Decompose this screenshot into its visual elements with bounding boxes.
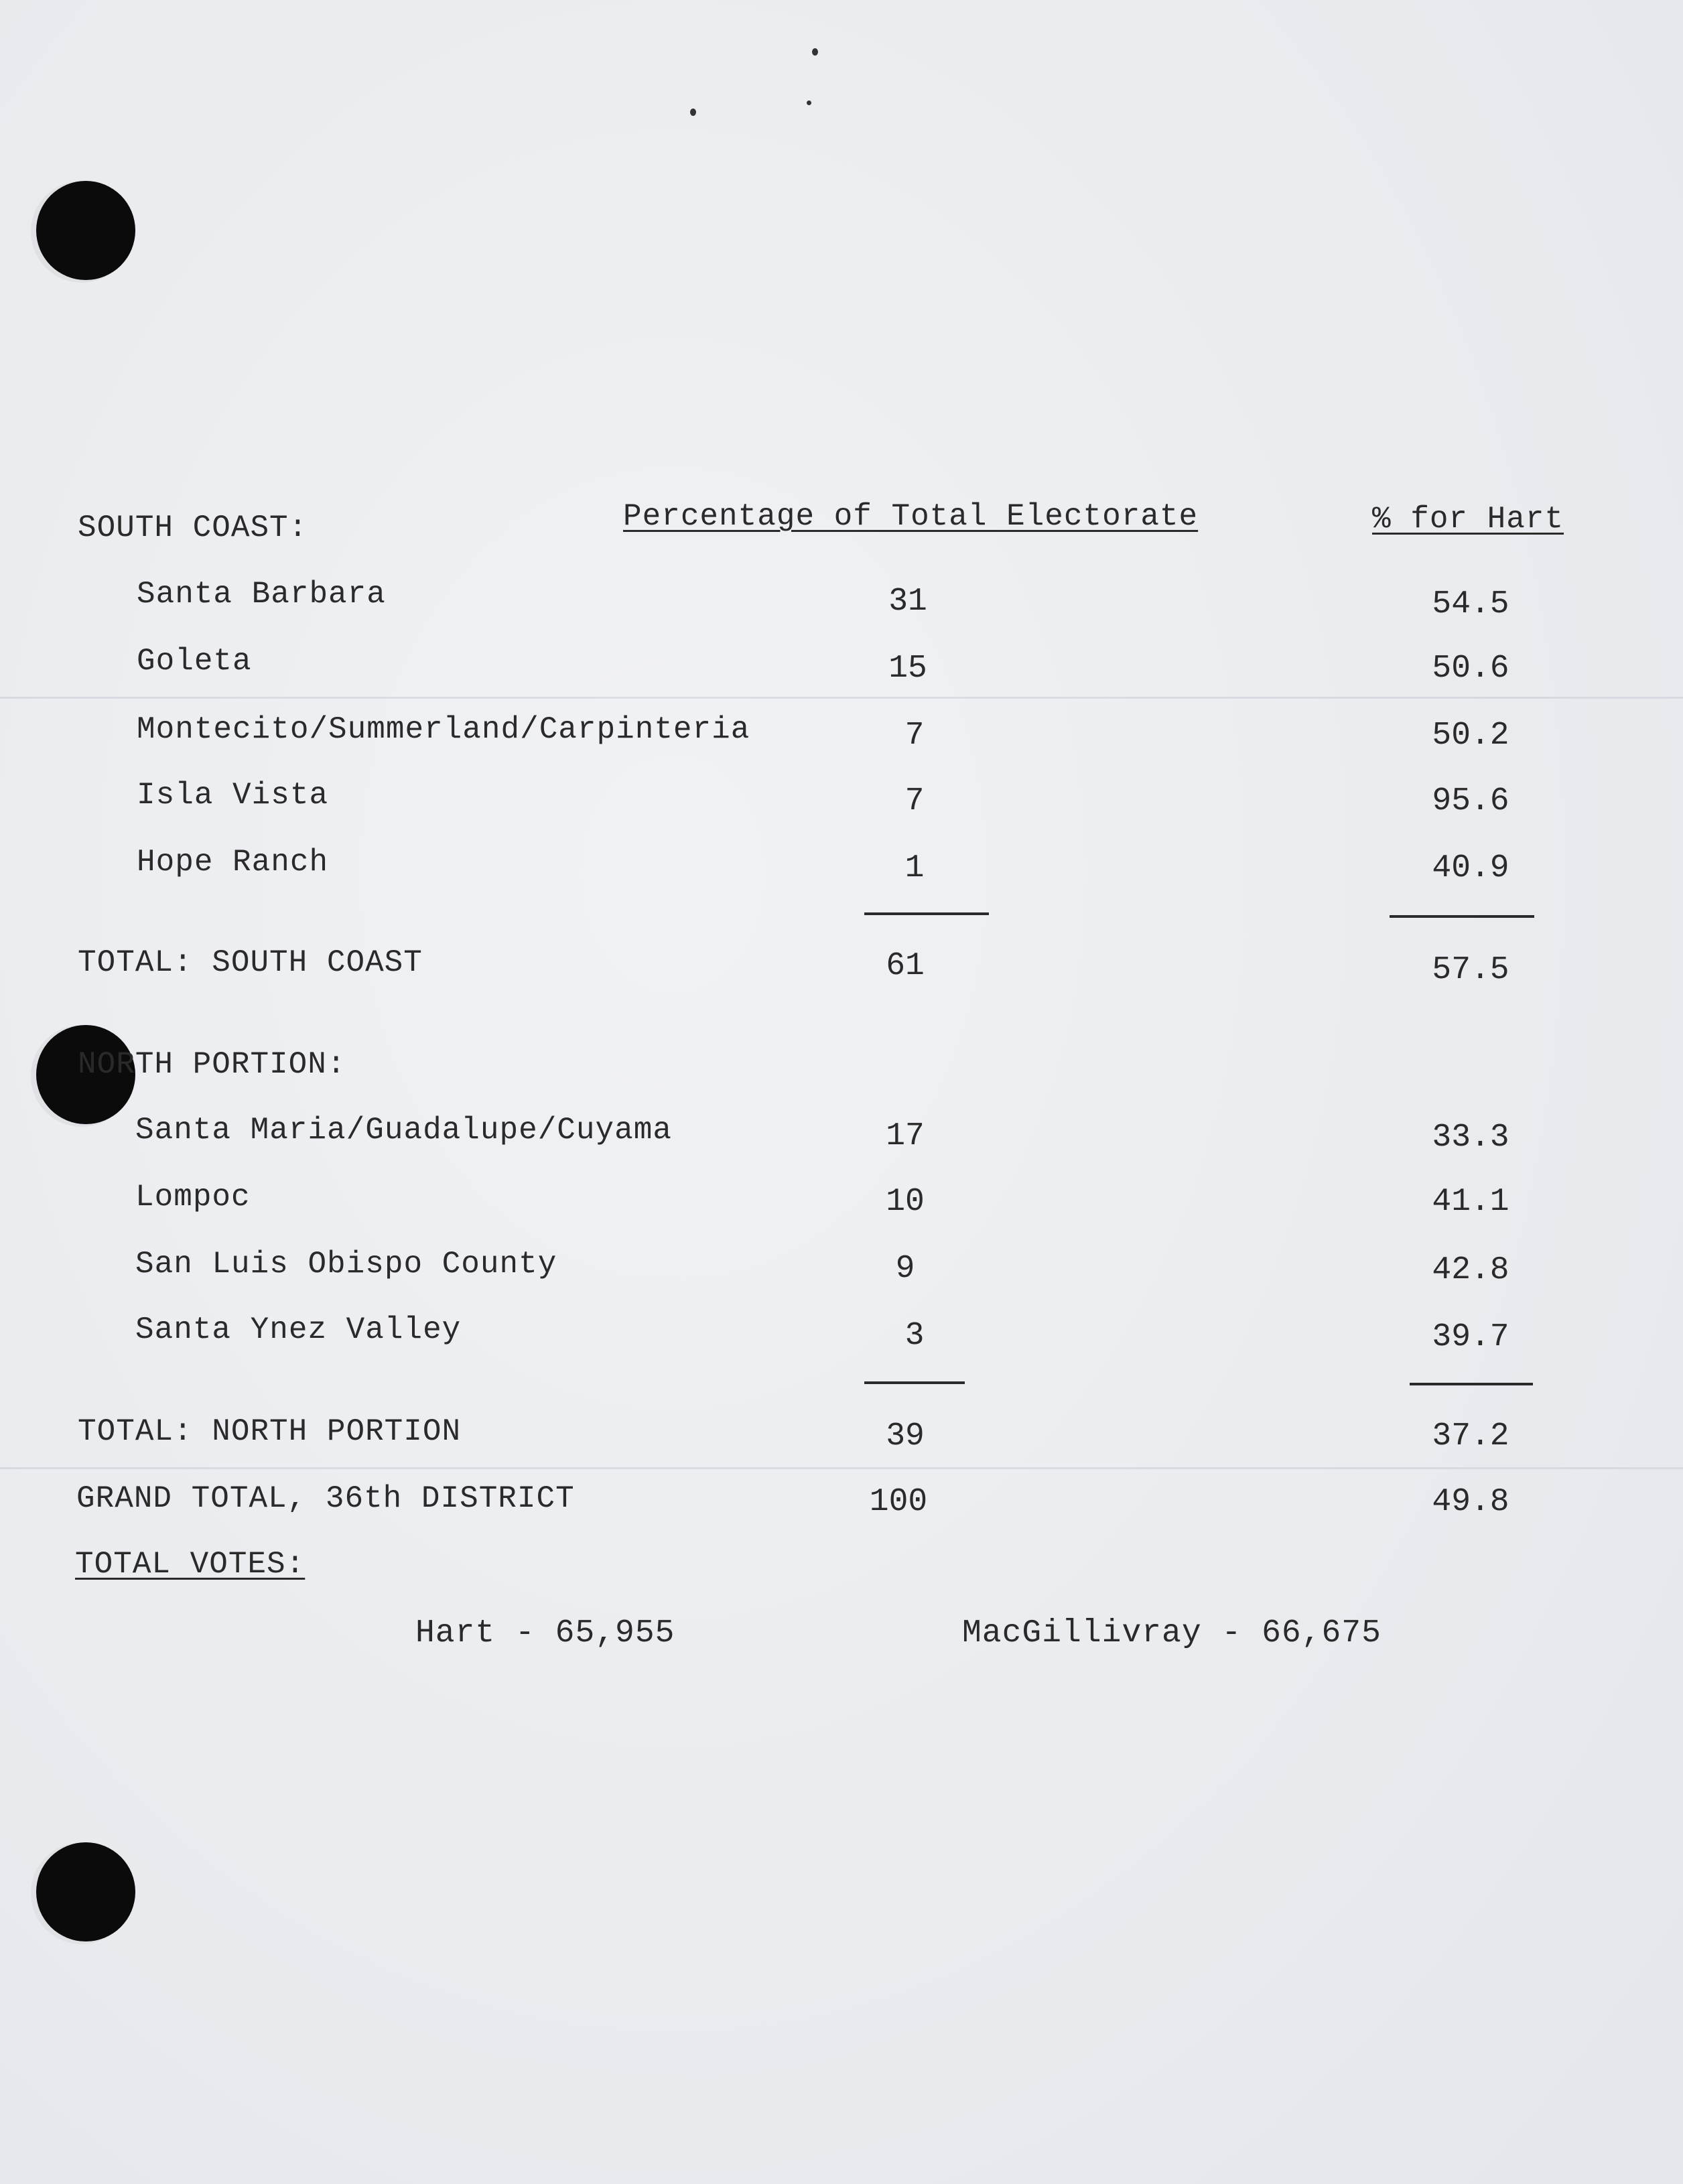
row-pct: 3 — [904, 1318, 925, 1354]
row-label: Lompoc — [135, 1180, 251, 1215]
row-hart: 54.5 — [1432, 586, 1509, 622]
column-header-electorate: Percentage of Total Electorate — [623, 499, 1199, 534]
row-hart: 50.6 — [1432, 651, 1509, 687]
row-label: Goleta — [137, 644, 252, 679]
paper-fold-line — [0, 1467, 1683, 1469]
row-hart: 40.9 — [1432, 850, 1509, 886]
grand-total-pct: 100 — [869, 1484, 928, 1520]
ink-speck — [812, 48, 818, 56]
row-hart: 41.1 — [1432, 1184, 1509, 1220]
paper-fold-line — [0, 697, 1683, 699]
row-label: Montecito/Summerland/Carpinteria — [137, 712, 750, 747]
total-hart-south: 57.5 — [1432, 952, 1509, 988]
row-hart: 39.7 — [1432, 1319, 1509, 1355]
subtotal-rule — [864, 912, 989, 915]
punch-hole — [36, 1842, 135, 1941]
total-hart-north: 37.2 — [1432, 1418, 1509, 1454]
grand-total-hart: 49.8 — [1432, 1484, 1509, 1520]
row-pct: 9 — [895, 1251, 915, 1287]
ink-speck — [690, 109, 696, 116]
row-label: Hope Ranch — [137, 845, 329, 880]
section-title-north-portion: NORTH PORTION: — [78, 1047, 346, 1082]
section-title-south-coast: SOUTH COAST: — [78, 510, 308, 545]
row-pct: 7 — [904, 783, 925, 819]
column-header-hart: % for Hart — [1372, 502, 1564, 537]
row-hart: 50.2 — [1432, 718, 1509, 754]
votes-macgillivray: MacGillivray - 66,675 — [962, 1615, 1382, 1651]
row-pct: 31 — [888, 584, 927, 620]
row-hart: 33.3 — [1432, 1119, 1509, 1156]
row-label: Santa Maria/Guadalupe/Cuyama — [135, 1113, 672, 1148]
ink-speck — [807, 100, 811, 105]
row-label: Isla Vista — [137, 778, 329, 813]
punch-hole — [36, 181, 135, 280]
row-hart: 95.6 — [1432, 783, 1509, 819]
row-label: Santa Barbara — [137, 577, 386, 612]
row-pct: 1 — [904, 850, 925, 886]
total-label-north: TOTAL: NORTH PORTION — [78, 1414, 462, 1449]
row-pct: 15 — [888, 651, 927, 687]
votes-hart: Hart - 65,955 — [415, 1615, 675, 1651]
total-label-south: TOTAL: SOUTH COAST — [78, 945, 423, 980]
grand-total-label: GRAND TOTAL, 36th DISTRICT — [76, 1481, 575, 1516]
row-label: Santa Ynez Valley — [135, 1312, 462, 1347]
subtotal-rule — [864, 1381, 965, 1384]
subtotal-rule — [1390, 915, 1534, 918]
total-votes-title: TOTAL VOTES: — [75, 1547, 306, 1582]
row-pct: 17 — [886, 1118, 925, 1154]
row-hart: 42.8 — [1432, 1252, 1509, 1288]
subtotal-rule — [1410, 1383, 1533, 1385]
row-label: San Luis Obispo County — [135, 1247, 557, 1282]
total-pct-north: 39 — [886, 1418, 925, 1454]
row-pct: 7 — [904, 718, 925, 754]
row-pct: 10 — [886, 1184, 925, 1220]
total-pct-south: 61 — [886, 948, 925, 984]
